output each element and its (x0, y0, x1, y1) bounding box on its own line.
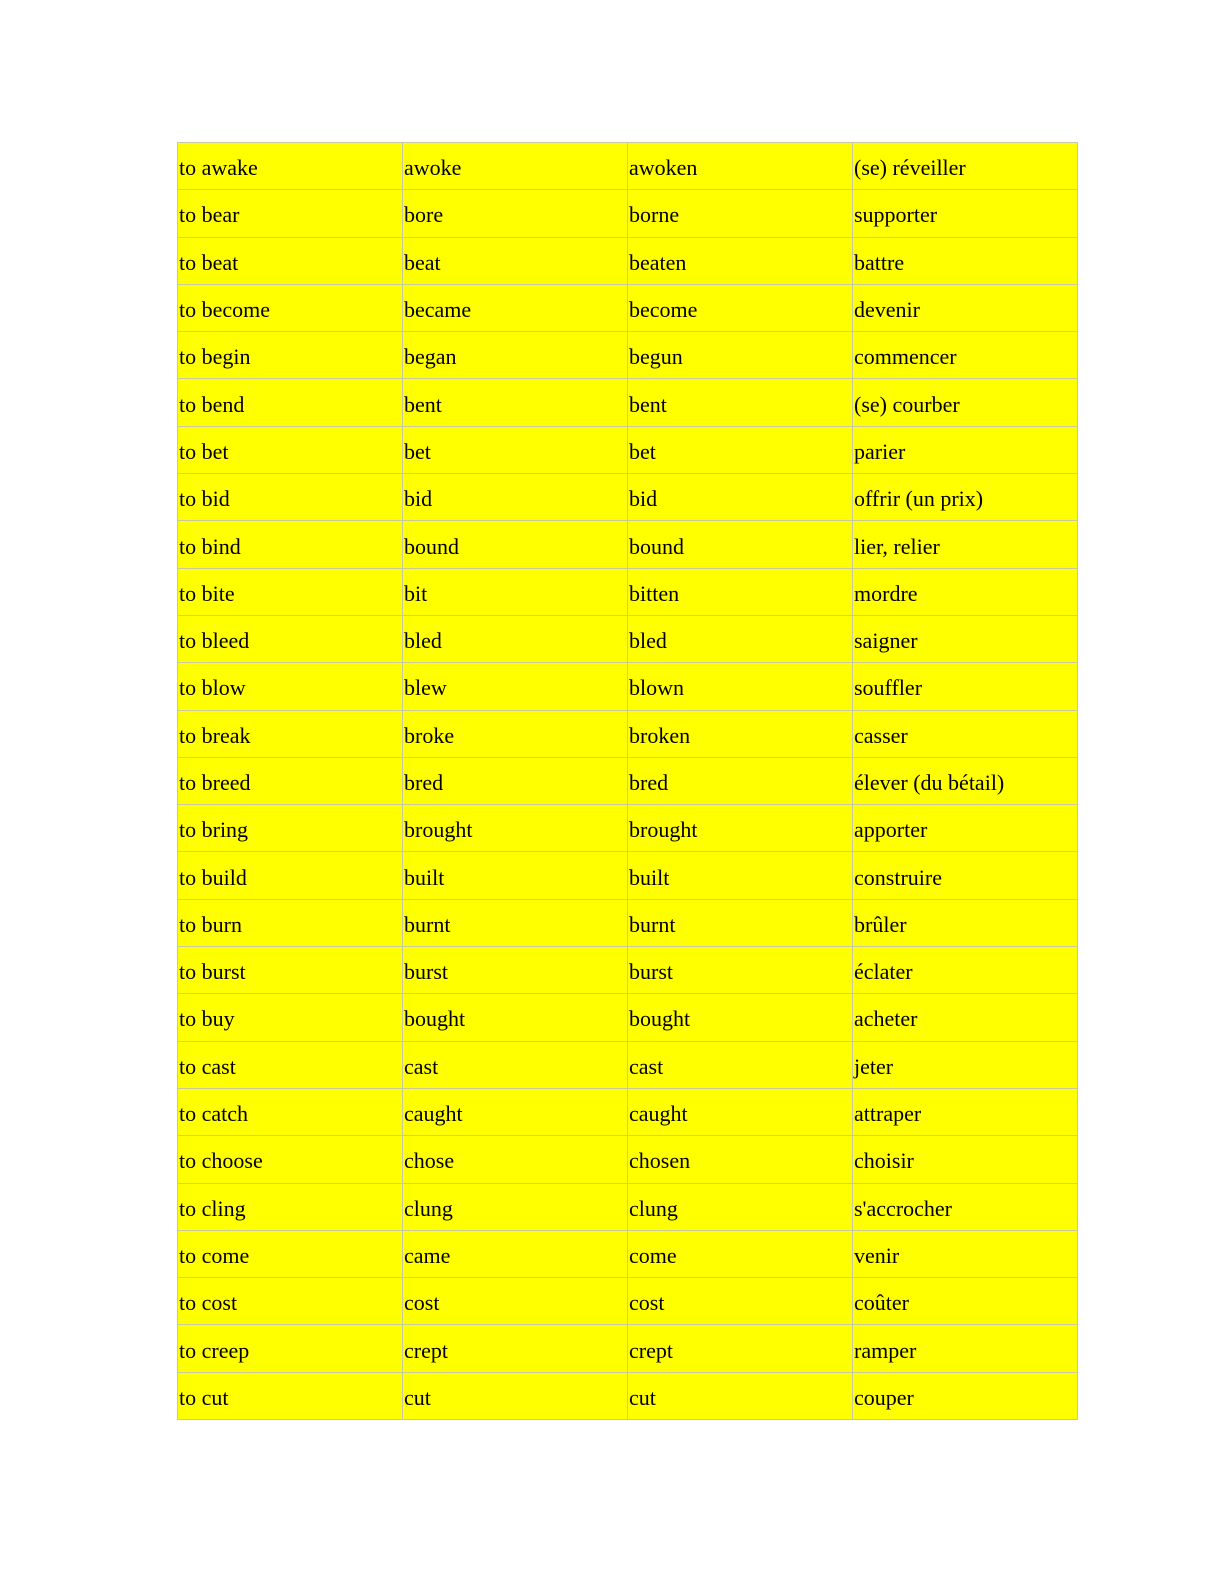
table-row (178, 1183, 1078, 1230)
past-participle-text: borne (629, 202, 680, 228)
cell-infinitive (178, 615, 403, 662)
cell-past-simple (403, 852, 628, 899)
cell-french-translation (853, 426, 1078, 473)
cell-infinitive (178, 1372, 403, 1419)
cell-infinitive (178, 757, 403, 804)
cell-infinitive (178, 1230, 403, 1277)
cell-past-participle (628, 284, 853, 331)
cell-infinitive (178, 994, 403, 1041)
cell-past-simple (403, 1230, 628, 1277)
cell-past-participle (628, 332, 853, 379)
past-participle-text: bled (629, 628, 667, 654)
cell-past-participle (628, 1278, 853, 1325)
past-simple-text: crept (404, 1337, 448, 1363)
cell-french-translation (853, 190, 1078, 237)
french-translation-text: ramper (854, 1337, 917, 1363)
past-simple-text: cast (404, 1053, 439, 1079)
cell-infinitive (178, 1325, 403, 1372)
cell-french-translation (853, 1325, 1078, 1372)
infinitive-text: to burst (179, 959, 246, 985)
cell-infinitive (178, 1278, 403, 1325)
table-row (178, 852, 1078, 899)
cell-past-simple (403, 190, 628, 237)
french-translation-text: s'accrocher (854, 1195, 953, 1221)
table-row (178, 379, 1078, 426)
past-participle-text: crept (629, 1337, 673, 1363)
past-simple-text: chose (404, 1148, 455, 1174)
infinitive-text: to cost (179, 1290, 238, 1316)
past-participle-text: cut (629, 1384, 656, 1410)
cell-infinitive (178, 1183, 403, 1230)
cell-infinitive (178, 143, 403, 190)
past-simple-text: bid (404, 486, 433, 512)
cell-past-simple (403, 899, 628, 946)
french-translation-text: construire (854, 864, 942, 890)
cell-past-participle (628, 568, 853, 615)
cell-past-simple (403, 805, 628, 852)
infinitive-text: to bleed (179, 628, 250, 654)
french-translation-text: apporter (854, 817, 928, 843)
infinitive-text: to breed (179, 770, 251, 795)
cell-french-translation (853, 568, 1078, 615)
cell-french-translation (853, 1136, 1078, 1183)
cell-infinitive (178, 332, 403, 379)
cell-past-simple (403, 947, 628, 994)
infinitive-text: to cast (179, 1053, 236, 1079)
table-row (178, 994, 1078, 1041)
infinitive-text: to build (179, 864, 247, 890)
cell-past-simple (403, 1136, 628, 1183)
french-translation-text: commencer (854, 344, 957, 370)
infinitive-text: to bid (179, 486, 230, 512)
past-participle-text: brought (629, 817, 698, 843)
past-participle-text: begun (629, 344, 683, 370)
cell-french-translation (853, 663, 1078, 710)
cell-infinitive (178, 284, 403, 331)
cell-french-translation (853, 947, 1078, 994)
table-row (178, 757, 1078, 804)
past-participle-text: bound (629, 533, 684, 559)
infinitive-text: to bear (179, 202, 240, 228)
past-participle-text: broken (629, 722, 691, 748)
french-translation-text: coûter (854, 1290, 909, 1316)
cell-french-translation (853, 332, 1078, 379)
past-simple-text: burst (404, 959, 448, 985)
cell-french-translation (853, 852, 1078, 899)
cell-past-participle (628, 1088, 853, 1135)
french-translation-text: couper (854, 1384, 914, 1410)
cell-french-translation (853, 1088, 1078, 1135)
past-participle-text: built (629, 864, 670, 890)
french-translation-text: offrir (un prix) (854, 486, 984, 512)
table-row (178, 332, 1078, 379)
cell-past-participle (628, 899, 853, 946)
cell-infinitive (178, 190, 403, 237)
past-simple-text: brought (404, 817, 473, 843)
past-participle-text: bred (629, 770, 669, 795)
french-translation-text: brûler (854, 911, 907, 937)
cell-french-translation (853, 899, 1078, 946)
cell-infinitive (178, 474, 403, 521)
cell-past-simple (403, 994, 628, 1041)
french-translation-text: mordre (854, 580, 918, 606)
cell-infinitive (178, 852, 403, 899)
past-simple-text: bought (404, 1006, 466, 1032)
cell-french-translation (853, 474, 1078, 521)
infinitive-text: to bind (179, 533, 241, 559)
cell-past-participle (628, 426, 853, 473)
cell-french-translation (853, 1041, 1078, 1088)
cell-french-translation (853, 284, 1078, 331)
french-translation-text: choisir (854, 1148, 914, 1174)
cell-past-participle (628, 615, 853, 662)
cell-past-participle (628, 757, 853, 804)
past-participle-text: bitten (629, 580, 680, 606)
table-row (178, 143, 1078, 190)
cell-past-participle (628, 710, 853, 757)
table-row (178, 1041, 1078, 1088)
table-row (178, 190, 1078, 237)
cell-past-participle (628, 947, 853, 994)
french-translation-text: attraper (854, 1101, 922, 1127)
infinitive-text: to beat (179, 249, 239, 275)
past-participle-text: beaten (629, 249, 687, 275)
french-translation-text: battre (854, 249, 905, 275)
cell-past-simple (403, 615, 628, 662)
past-simple-text: bit (404, 580, 428, 606)
french-translation-text: venir (854, 1242, 900, 1268)
cell-infinitive (178, 663, 403, 710)
table-row (178, 237, 1078, 284)
cell-past-participle (628, 1136, 853, 1183)
cell-french-translation (853, 1278, 1078, 1325)
past-simple-text: bore (404, 202, 444, 228)
cell-past-simple (403, 1372, 628, 1419)
past-simple-text: became (404, 297, 472, 323)
french-translation-text: éclater (854, 959, 913, 985)
cell-past-participle (628, 994, 853, 1041)
cell-french-translation (853, 757, 1078, 804)
cell-past-participle (628, 190, 853, 237)
past-participle-text: awoken (629, 155, 698, 181)
infinitive-text: to come (179, 1242, 250, 1268)
cell-past-simple (403, 474, 628, 521)
cell-past-simple (403, 143, 628, 190)
infinitive-text: to bend (179, 391, 245, 417)
infinitive-text: to bet (179, 438, 229, 464)
table-row (178, 805, 1078, 852)
infinitive-text: to blow (179, 675, 246, 701)
past-simple-text: bred (404, 770, 444, 795)
past-participle-text: burst (629, 959, 673, 985)
past-participle-text: bought (629, 1006, 691, 1032)
table-row (178, 521, 1078, 568)
table-row (178, 1230, 1078, 1277)
past-simple-text: bet (404, 438, 431, 464)
cell-french-translation (853, 994, 1078, 1041)
cell-past-simple (403, 1278, 628, 1325)
infinitive-text: to begin (179, 344, 251, 370)
table-row (178, 1088, 1078, 1135)
cell-past-participle (628, 1183, 853, 1230)
cell-french-translation (853, 143, 1078, 190)
cell-past-simple (403, 663, 628, 710)
cell-past-simple (403, 379, 628, 426)
past-participle-text: chosen (629, 1148, 691, 1174)
cell-infinitive (178, 710, 403, 757)
cell-french-translation (853, 1230, 1078, 1277)
past-simple-text: cut (404, 1384, 431, 1410)
past-participle-text: blown (629, 675, 684, 701)
french-translation-text: (se) courber (854, 391, 960, 417)
past-simple-text: bled (404, 628, 442, 654)
cell-infinitive (178, 426, 403, 473)
past-simple-text: awoke (404, 155, 462, 181)
cell-past-participle (628, 852, 853, 899)
cell-past-participle (628, 805, 853, 852)
cell-past-participle (628, 474, 853, 521)
cell-past-participle (628, 521, 853, 568)
french-translation-text: acheter (854, 1006, 918, 1032)
cell-french-translation (853, 710, 1078, 757)
cell-french-translation (853, 521, 1078, 568)
past-participle-text: come (629, 1242, 677, 1268)
table-row (178, 947, 1078, 994)
infinitive-text: to creep (179, 1337, 250, 1363)
infinitive-text: to bring (179, 817, 249, 843)
table-row (178, 899, 1078, 946)
past-participle-text: cast (629, 1053, 664, 1079)
cell-infinitive (178, 1136, 403, 1183)
past-participle-text: burnt (629, 911, 676, 937)
cell-infinitive (178, 379, 403, 426)
cell-infinitive (178, 568, 403, 615)
cell-infinitive (178, 237, 403, 284)
past-simple-text: caught (404, 1101, 463, 1127)
infinitive-text: to catch (179, 1101, 249, 1127)
cell-french-translation (853, 1183, 1078, 1230)
past-participle-text: become (629, 297, 698, 323)
cell-past-participle (628, 1230, 853, 1277)
past-participle-text: bent (629, 391, 667, 417)
past-participle-text: clung (629, 1195, 678, 1221)
past-simple-text: bound (404, 533, 459, 559)
cell-french-translation (853, 1372, 1078, 1419)
past-simple-text: bent (404, 391, 442, 417)
table-row (178, 1136, 1078, 1183)
past-simple-text: cost (404, 1290, 440, 1316)
cell-french-translation (853, 379, 1078, 426)
cell-past-participle (628, 379, 853, 426)
french-translation-text: devenir (854, 297, 920, 323)
past-participle-text: caught (629, 1101, 688, 1127)
past-simple-text: beat (404, 249, 441, 275)
past-simple-text: burnt (404, 911, 451, 937)
cell-past-simple (403, 1183, 628, 1230)
cell-past-simple (403, 757, 628, 804)
table-row (178, 474, 1078, 521)
infinitive-text: to break (179, 722, 251, 748)
infinitive-text: to cling (179, 1195, 246, 1221)
cell-french-translation (853, 805, 1078, 852)
table-row (178, 1372, 1078, 1419)
french-translation-text: (se) réveiller (854, 155, 966, 181)
cell-past-simple (403, 1041, 628, 1088)
past-simple-text: broke (404, 722, 455, 748)
cell-past-simple (403, 1088, 628, 1135)
cell-past-simple (403, 710, 628, 757)
table-row (178, 1278, 1078, 1325)
cell-infinitive (178, 899, 403, 946)
table-row (178, 1325, 1078, 1372)
cell-infinitive (178, 1041, 403, 1088)
past-simple-text: built (404, 864, 445, 890)
past-simple-text: clung (404, 1195, 453, 1221)
french-translation-text: souffler (854, 675, 923, 701)
cell-french-translation (853, 615, 1078, 662)
infinitive-text: to become (179, 297, 271, 323)
french-translation-text: élever (du bétail) (854, 770, 1005, 795)
cell-past-simple (403, 332, 628, 379)
verb-table-body (178, 143, 1078, 1420)
table-row (178, 710, 1078, 757)
cell-past-participle (628, 143, 853, 190)
cell-infinitive (178, 947, 403, 994)
infinitive-text: to choose (179, 1148, 263, 1174)
cell-past-simple (403, 426, 628, 473)
cell-past-participle (628, 663, 853, 710)
cell-past-simple (403, 237, 628, 284)
cell-past-participle (628, 237, 853, 284)
past-simple-text: blew (404, 675, 447, 701)
table-row (178, 663, 1078, 710)
french-translation-text: jeter (854, 1053, 894, 1079)
table-row (178, 284, 1078, 331)
infinitive-text: to bite (179, 580, 235, 606)
cell-past-participle (628, 1372, 853, 1419)
french-translation-text: lier, relier (854, 533, 940, 559)
cell-french-translation (853, 237, 1078, 284)
infinitive-text: to cut (179, 1384, 229, 1410)
infinitive-text: to burn (179, 911, 242, 937)
infinitive-text: to awake (179, 155, 258, 181)
table-row (178, 426, 1078, 473)
table-row (178, 568, 1078, 615)
french-translation-text: parier (854, 438, 906, 464)
cell-infinitive (178, 805, 403, 852)
french-translation-text: supporter (854, 202, 938, 228)
past-participle-text: bid (629, 486, 658, 512)
cell-past-simple (403, 568, 628, 615)
table-row (178, 615, 1078, 662)
cell-past-simple (403, 521, 628, 568)
cell-infinitive (178, 1088, 403, 1135)
past-participle-text: bet (629, 438, 656, 464)
french-translation-text: casser (854, 722, 908, 748)
cell-infinitive (178, 521, 403, 568)
cell-past-participle (628, 1325, 853, 1372)
infinitive-text: to buy (179, 1006, 235, 1032)
cell-past-simple (403, 1325, 628, 1372)
past-simple-text: came (404, 1242, 451, 1268)
irregular-verbs-table (177, 142, 1078, 1420)
cell-past-simple (403, 284, 628, 331)
french-translation-text: saigner (854, 628, 918, 654)
past-participle-text: cost (629, 1290, 665, 1316)
cell-past-participle (628, 1041, 853, 1088)
past-simple-text: began (404, 344, 457, 370)
